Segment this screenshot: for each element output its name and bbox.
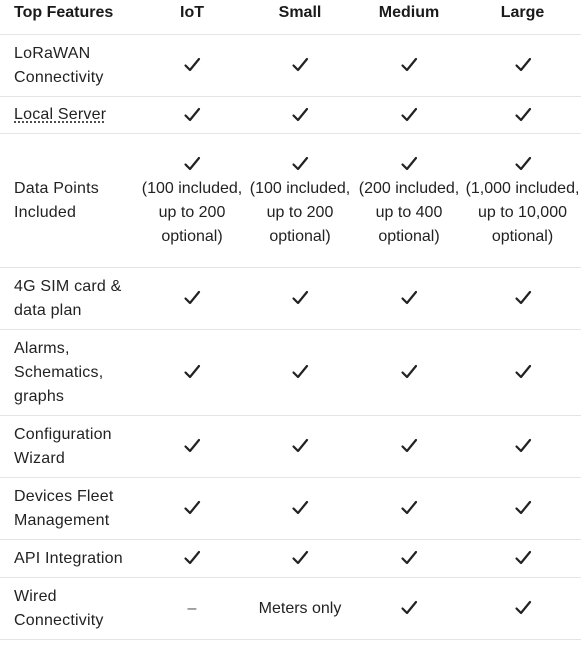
medium-value: [354, 268, 464, 330]
large-value: [464, 330, 581, 416]
check-icon: [400, 437, 418, 455]
medium-value: [354, 97, 464, 134]
check-icon: [400, 106, 418, 124]
check-icon: [291, 499, 309, 517]
check-icon: [514, 363, 532, 381]
header-medium: Medium: [354, 0, 464, 35]
medium-value: [354, 35, 464, 97]
header-iot: IoT: [138, 0, 246, 35]
table-row: [0, 416, 581, 478]
iot-value: [138, 268, 246, 330]
large-value: [464, 97, 581, 134]
check-icon: [400, 549, 418, 567]
medium-value: [354, 578, 464, 640]
check-icon: [514, 56, 532, 74]
feature-label: API Integration: [0, 540, 138, 578]
small-value: [246, 478, 354, 540]
iot-value: [138, 35, 246, 97]
table-row: [0, 268, 581, 330]
iot-value: [138, 416, 246, 478]
feature-label: Alarms, Schematics, graphs: [0, 330, 138, 416]
medium-value: [354, 540, 464, 578]
check-icon: [400, 363, 418, 381]
small-value: [246, 97, 354, 134]
large-value: [464, 35, 581, 97]
small-note: (100 included, up to 200 optional): [249, 179, 351, 245]
medium-value: [354, 478, 464, 540]
check-icon: [183, 549, 201, 567]
check-icon: [291, 56, 309, 74]
table-row: [0, 35, 581, 97]
feature-label: Data Points Included: [0, 134, 138, 268]
table-row: [0, 540, 581, 578]
check-icon: [514, 155, 532, 173]
iot-value: [138, 330, 246, 416]
small-value: [246, 35, 354, 97]
large-value: [464, 134, 581, 268]
large-note: (1,000 included, up to 10,000 optional): [465, 179, 580, 245]
table-row: [0, 478, 581, 540]
check-icon: [400, 289, 418, 307]
check-icon: [291, 155, 309, 173]
large-value: [464, 578, 581, 640]
feature-label: Wired Connectivity: [0, 578, 138, 640]
header-large: Large: [464, 0, 581, 35]
check-icon: [183, 363, 201, 381]
check-icon: [514, 106, 532, 124]
iot-note: (100 included, up to 200 optional): [141, 179, 243, 245]
medium-value: [354, 134, 464, 268]
small-value: Meters only: [246, 578, 354, 640]
check-icon: [514, 437, 532, 455]
check-icon: [291, 549, 309, 567]
check-icon: [514, 289, 532, 307]
table-row: [0, 578, 581, 640]
iot-value: [138, 134, 246, 268]
large-value: [464, 540, 581, 578]
header-small: Small: [246, 0, 354, 35]
large-value: [464, 268, 581, 330]
feature-label[interactable]: Local Server: [14, 106, 107, 123]
check-icon: [183, 56, 201, 74]
small-value: [246, 268, 354, 330]
medium-value: [354, 416, 464, 478]
small-value: [246, 134, 354, 268]
check-icon: [514, 499, 532, 517]
check-icon: [183, 106, 201, 124]
medium-note: (200 included, up to 400 optional): [358, 179, 460, 245]
check-icon: [183, 155, 201, 173]
check-icon: [291, 363, 309, 381]
large-value: [464, 416, 581, 478]
table-row: [0, 330, 581, 416]
iot-value: [138, 540, 246, 578]
table-row: [0, 97, 581, 134]
check-icon: [291, 437, 309, 455]
check-icon: [183, 437, 201, 455]
check-icon: [183, 289, 201, 307]
check-icon: [291, 106, 309, 124]
small-value: [246, 416, 354, 478]
small-value: [246, 330, 354, 416]
iot-value: –: [138, 578, 246, 640]
check-icon: [514, 549, 532, 567]
feature-label: LoRaWAN Connectivity: [0, 35, 138, 97]
check-icon: [291, 289, 309, 307]
small-value: [246, 540, 354, 578]
check-icon: [514, 599, 532, 617]
check-icon: [400, 599, 418, 617]
iot-value: [138, 478, 246, 540]
large-value: [464, 478, 581, 540]
header-top-features: Top Features: [0, 0, 138, 35]
check-icon: [400, 155, 418, 173]
feature-label: 4G SIM card & data plan: [0, 268, 138, 330]
iot-value: [138, 97, 246, 134]
check-icon: [400, 56, 418, 74]
table-row: [0, 134, 581, 268]
feature-label: Devices Fleet Management: [0, 478, 138, 540]
check-icon: [183, 499, 201, 517]
header-row: [0, 0, 581, 35]
check-icon: [400, 499, 418, 517]
medium-value: [354, 330, 464, 416]
feature-label: Configuration Wizard: [0, 416, 138, 478]
